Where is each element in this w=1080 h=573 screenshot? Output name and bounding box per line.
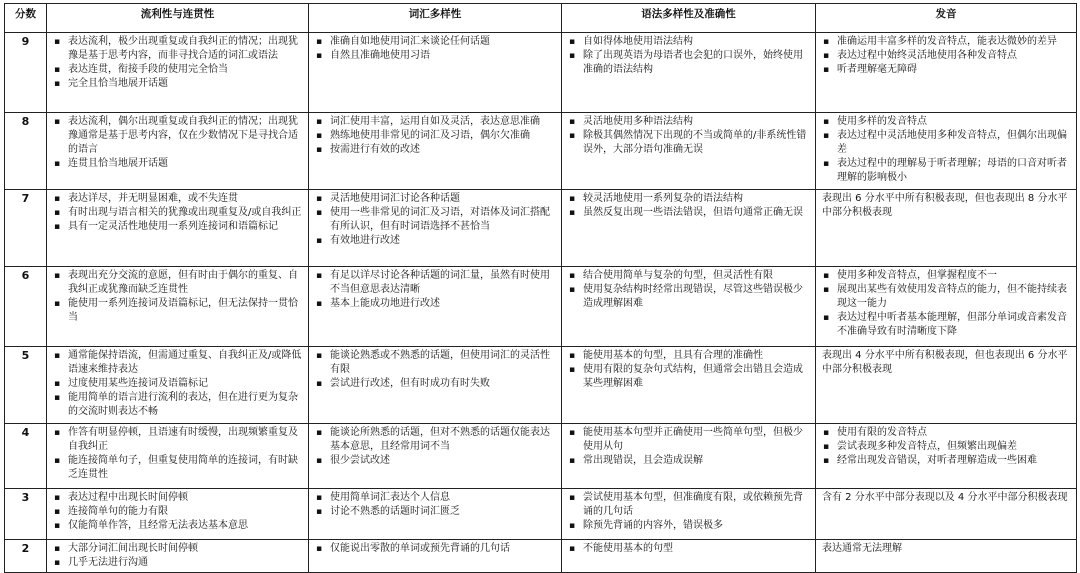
descriptor-item: ▪ 通常能保持语流，但需通过重复、自我纠正及/或降低语速来维持表达 xyxy=(51,349,304,377)
descriptor-item: ▪ 表达详尽，并无明显困难，或不失连贯 xyxy=(51,192,304,206)
descriptor-item: ▪ 结合使用简单与复杂的句型，但灵活性有限 xyxy=(566,269,811,283)
fluency-cell xyxy=(47,489,309,540)
fluency-descriptor-list xyxy=(51,269,304,325)
descriptor-item: ▪ 表达流利，极少出现重复或自我纠正的情况；出现犹豫是基于思考内容，而非寻找合适的词汇或语法 xyxy=(51,35,304,63)
fluency-descriptor-list xyxy=(51,349,304,419)
descriptor-item: ▪ 有效地进行改述 xyxy=(313,234,557,248)
descriptor-item: ▪ 能用简单的语言进行流利的表达，但在进行更为复杂的交流时则表达不畅 xyxy=(51,391,304,419)
descriptor-item: ▪ 尝试表现多种发音特点，但频繁出现偏差 xyxy=(820,440,1072,454)
descriptor-item: ▪ 准确自如地使用词汇来谈论任何话题 xyxy=(313,35,557,49)
descriptor-item: ▪ 除了出现英语为母语者也会犯的口误外，始终使用准确的语法结构 xyxy=(566,49,811,77)
descriptor-item: ▪ 几乎无法进行沟通 xyxy=(51,556,304,570)
descriptor-item: ▪ 有时出现与语言相关的犹豫或出现重复及/或自我纠正 xyxy=(51,206,304,220)
descriptor-text: 表现出 4 分水平中所有积极表现，但也表现出 6 分水平中部分积极表现 xyxy=(822,350,1068,375)
pronunciation-cell xyxy=(816,33,1077,113)
table-row xyxy=(5,190,1077,267)
descriptor-item: ▪ 能谈论熟悉或不熟悉的话题，但使用词汇的灵活性有限 xyxy=(313,349,557,377)
descriptor-item: ▪ 连接简单句的能力有限 xyxy=(51,505,304,519)
band-score: 6 xyxy=(5,267,47,347)
lexical-cell xyxy=(309,190,562,267)
band-score: 8 xyxy=(5,113,47,190)
fluency-descriptor-list xyxy=(51,491,304,533)
pronunciation-cell xyxy=(816,113,1077,190)
descriptor-item: ▪ 表达连贯，衔接手段的使用完全恰当 xyxy=(51,63,304,77)
lexical-cell xyxy=(309,347,562,424)
descriptor-item: ▪ 表达过程中的理解易于听者理解；母语的口音对听者理解的影响极小 xyxy=(820,157,1072,185)
grammar-descriptor-list xyxy=(566,192,811,220)
fluency-cell xyxy=(47,190,309,267)
descriptor-item: ▪ 能连接简单句子，但重复使用简单的连接词，有时缺乏连贯性 xyxy=(51,454,304,482)
descriptor-item: ▪ 有足以详尽讨论各种话题的词汇量，虽然有时使用不当但意思表达清晰 xyxy=(313,269,557,297)
descriptor-item: ▪ 表达过程中灵活地使用多种发音特点，但偶尔出现偏差 xyxy=(820,129,1072,157)
descriptor-item: ▪ 使用简单词汇表达个人信息 xyxy=(313,491,557,505)
descriptor-item: ▪ 大部分词汇间出现长时间停顿 xyxy=(51,542,304,556)
grammar-cell xyxy=(562,540,816,573)
band-score: 4 xyxy=(5,424,47,489)
lexical-cell xyxy=(309,113,562,190)
descriptor-item: ▪ 灵活地使用词汇讨论各种话题 xyxy=(313,192,557,206)
lexical-descriptor-list xyxy=(313,542,557,556)
lexical-cell xyxy=(309,33,562,113)
fluency-cell xyxy=(47,267,309,347)
descriptor-item: ▪ 较灵活地使用一系列复杂的语法结构 xyxy=(566,192,811,206)
table-row xyxy=(5,424,1077,489)
descriptor-item: ▪ 自如得体地使用语法结构 xyxy=(566,35,811,49)
fluency-cell xyxy=(47,347,309,424)
fluency-descriptor-list xyxy=(51,192,304,234)
pronunciation-cell xyxy=(816,190,1077,267)
fluency-descriptor-list xyxy=(51,35,304,91)
grammar-descriptor-list xyxy=(566,115,811,157)
lexical-cell xyxy=(309,424,562,489)
descriptor-item: ▪ 使用有限的复杂句式结构，但通常会出错且会造成某些理解困难 xyxy=(566,363,811,391)
grammar-cell xyxy=(562,424,816,489)
header-row xyxy=(5,4,1077,33)
descriptor-item: ▪ 词汇使用丰富，运用自如及灵活，表达意思准确 xyxy=(313,115,557,129)
table-row xyxy=(5,267,1077,347)
grammar-descriptor-list xyxy=(566,426,811,468)
descriptor-item: ▪ 灵活地使用多种语法结构 xyxy=(566,115,811,129)
grammar-cell xyxy=(562,347,816,424)
pronunciation-cell xyxy=(816,424,1077,489)
descriptor-item: ▪ 很少尝试改述 xyxy=(313,454,557,468)
descriptor-item: ▪ 能使用一系列连接词及语篇标记，但无法保持一贯恰当 xyxy=(51,297,304,325)
fluency-cell xyxy=(47,540,309,573)
pronunciation-cell xyxy=(816,540,1077,573)
fluency-cell xyxy=(47,113,309,190)
descriptor-item: ▪ 作答有明显停顿，且语速有时缓慢，出现频繁重复及自我纠正 xyxy=(51,426,304,454)
descriptor-item: ▪ 尝试使用基本句型，但准确度有限，或依赖预先背诵的几句话 xyxy=(566,491,811,519)
descriptor-item: ▪ 熟练地使用非常见的词汇及习语，偶尔欠准确 xyxy=(313,129,557,143)
band-score: 5 xyxy=(5,347,47,424)
descriptor-item: ▪ 仅能说出零散的单词或预先背诵的几句话 xyxy=(313,542,557,556)
grammar-descriptor-list xyxy=(566,349,811,391)
descriptor-item: ▪ 完全且恰当地展开话题 xyxy=(51,77,304,91)
table-body xyxy=(5,33,1077,573)
speaking-band-descriptors-table xyxy=(4,3,1077,573)
table-row xyxy=(5,113,1077,190)
band-score: 3 xyxy=(5,489,47,540)
pronunciation-cell xyxy=(816,489,1077,540)
descriptor-item: ▪ 能使用基本句型并正确使用一些简单句型，但极少使用从句 xyxy=(566,426,811,454)
table-row xyxy=(5,33,1077,113)
descriptor-item: ▪ 表达过程中始终灵活地使用各种发音特点 xyxy=(820,49,1072,63)
descriptor-item: ▪ 尝试进行改述，但有时成功有时失败 xyxy=(313,377,557,391)
descriptor-item: ▪ 除预先背诵的内容外，错误极多 xyxy=(566,519,811,533)
header-lexical: 词汇多样性 xyxy=(309,4,562,33)
descriptor-item: ▪ 仅能简单作答，且经常无法表达基本意思 xyxy=(51,519,304,533)
descriptor-item: ▪ 听者理解毫无障碍 xyxy=(820,63,1072,77)
descriptor-item: ▪ 常出现错误，且会造成误解 xyxy=(566,454,811,468)
fluency-descriptor-list xyxy=(51,542,304,570)
lexical-cell xyxy=(309,540,562,573)
band-score: 2 xyxy=(5,540,47,573)
band-score: 9 xyxy=(5,33,47,113)
descriptor-item: ▪ 表达过程中听者基本能理解，但部分单词或音素发音不准确导致有时清晰度下降 xyxy=(820,311,1072,339)
lexical-descriptor-list xyxy=(313,491,557,519)
header-fluency: 流利性与连贯性 xyxy=(47,4,309,33)
fluency-cell xyxy=(47,424,309,489)
lexical-cell xyxy=(309,267,562,347)
descriptor-item: ▪ 表达流利，偶尔出现重复或自我纠正的情况；出现犹豫通常是基于思考内容，仅在少数情况下是寻找合适的语言 xyxy=(51,115,304,157)
descriptor-item: ▪ 能使用基本的句型，且具有合理的准确性 xyxy=(566,349,811,363)
descriptor-item: ▪ 使用复杂结构时经常出现错误，尽管这些错误极少造成理解困难 xyxy=(566,283,811,311)
band-score: 7 xyxy=(5,190,47,267)
descriptor-item: ▪ 表达过程中出现长时间停顿 xyxy=(51,491,304,505)
descriptor-text: 表达通常无法理解 xyxy=(822,543,902,554)
pronunciation-descriptor-list xyxy=(820,115,1072,185)
lexical-descriptor-list xyxy=(313,115,557,157)
grammar-cell xyxy=(562,489,816,540)
lexical-descriptor-list xyxy=(313,426,557,468)
fluency-descriptor-list xyxy=(51,426,304,482)
grammar-cell xyxy=(562,190,816,267)
pronunciation-descriptor-list xyxy=(820,35,1072,77)
descriptor-item: ▪ 不能使用基本的句型 xyxy=(566,542,811,556)
lexical-descriptor-list xyxy=(313,192,557,248)
lexical-descriptor-list xyxy=(313,349,557,391)
table-row xyxy=(5,489,1077,540)
lexical-descriptor-list xyxy=(313,35,557,63)
descriptor-text: 表现出 6 分水平中所有积极表现，但也表现出 8 分水平中部分积极表现 xyxy=(822,193,1068,218)
grammar-cell xyxy=(562,267,816,347)
pronunciation-descriptor-list xyxy=(820,426,1072,468)
descriptor-text: 含有 2 分水平中部分表现以及 4 分水平中部分积极表现 xyxy=(822,492,1068,503)
pronunciation-cell xyxy=(816,347,1077,424)
grammar-descriptor-list xyxy=(566,35,811,77)
fluency-descriptor-list xyxy=(51,115,304,171)
pronunciation-descriptor-list xyxy=(820,269,1072,339)
descriptor-item: ▪ 过度使用某些连接词及语篇标记 xyxy=(51,377,304,391)
descriptor-item: ▪ 基本上能成功地进行改述 xyxy=(313,297,557,311)
grammar-cell xyxy=(562,33,816,113)
descriptor-item: ▪ 展现出某些有效使用发音特点的能力，但不能持续表现这一能力 xyxy=(820,283,1072,311)
grammar-descriptor-list xyxy=(566,542,811,556)
descriptor-item: ▪ 按需进行有效的改述 xyxy=(313,143,557,157)
grammar-descriptor-list xyxy=(566,269,811,311)
descriptor-item: ▪ 使用多种发音特点，但掌握程度不一 xyxy=(820,269,1072,283)
header-grammar: 语法多样性及准确性 xyxy=(562,4,816,33)
descriptor-item: ▪ 使用多样的发音特点 xyxy=(820,115,1072,129)
descriptor-item: ▪ 连贯且恰当地展开话题 xyxy=(51,157,304,171)
descriptor-item: ▪ 使用有限的发音特点 xyxy=(820,426,1072,440)
grammar-descriptor-list xyxy=(566,491,811,533)
descriptor-item: ▪ 准确运用丰富多样的发音特点，能表达微妙的差异 xyxy=(820,35,1072,49)
descriptor-item: ▪ 虽然反复出现一些语法错误，但语句通常正确无误 xyxy=(566,206,811,220)
descriptor-item: ▪ 使用一些非常见的词汇及习语，对语体及词汇搭配有所认识，但有时词语选择不甚恰当 xyxy=(313,206,557,234)
descriptor-item: ▪ 具有一定灵活性地使用一系列连接词和语篇标记 xyxy=(51,220,304,234)
descriptor-item: ▪ 能谈论所熟悉的话题，但对不熟悉的话题仅能表达基本意思，且经常用词不当 xyxy=(313,426,557,454)
grammar-cell xyxy=(562,113,816,190)
table-row xyxy=(5,347,1077,424)
descriptor-item: ▪ 除极其偶然情况下出现的不当或简单的/非系统性错误外，大部分语句准确无误 xyxy=(566,129,811,157)
lexical-cell xyxy=(309,489,562,540)
table-row xyxy=(5,540,1077,573)
pronunciation-cell xyxy=(816,267,1077,347)
descriptor-item: ▪ 讨论不熟悉的话题时词汇匮乏 xyxy=(313,505,557,519)
descriptor-item: ▪ 表现出充分交流的意愿，但有时由于偶尔的重复、自我纠正或犹豫而缺乏连贯性 xyxy=(51,269,304,297)
header-band: 分数 xyxy=(5,4,47,33)
lexical-descriptor-list xyxy=(313,269,557,311)
fluency-cell xyxy=(47,33,309,113)
header-pronunciation: 发音 xyxy=(816,4,1077,33)
descriptor-item: ▪ 经常出现发音错误，对听者理解造成一些困难 xyxy=(820,454,1072,468)
descriptor-item: ▪ 自然且准确地使用习语 xyxy=(313,49,557,63)
